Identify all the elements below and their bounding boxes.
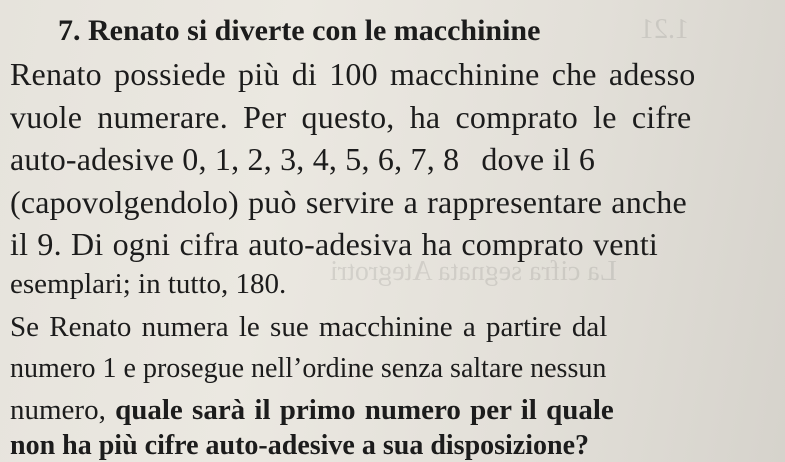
- show-through-text: 1.21: [640, 14, 689, 45]
- paragraph-1-line-6: esemplari; in tutto, 180.: [10, 268, 287, 300]
- digit-six-note: dove il 6: [481, 141, 596, 177]
- paragraph-2-line-1: Se Renato numera le sue macchinine a partire dal: [10, 311, 608, 343]
- question-bold-part-2: non ha più cifre auto-adesive a sua disposizione?: [10, 430, 590, 461]
- digit-list: auto-adesive 0, 1, 2, 3, 4, 5, 6, 7, 8: [10, 141, 460, 177]
- paragraph-1-line-1: Renato possiede più di 100 macchinine che adesso: [10, 56, 696, 92]
- paragraph-1-line-5: il 9. Di ogni cifra auto-adesiva ha comprato venti: [10, 226, 659, 262]
- problem-title: 7. Renato si diverte con le macchinine: [58, 14, 541, 47]
- show-through-text: La cifra segnata Ategrotri: [330, 256, 617, 287]
- paragraph-1-line-2: vuole numerare. Per questo, ha comprato le cifre: [10, 99, 692, 135]
- paragraph-1-line-3: [10, 143, 595, 175]
- paragraph-2-line-3: [10, 396, 614, 425]
- paragraph-2-line-2: numero 1 e prosegue nell’ordine senza saltare nessun: [10, 353, 607, 384]
- question-lead: numero,: [10, 394, 116, 426]
- paragraph-1-line-4: (capovolgendolo) può servire a rappresentare anche: [10, 184, 687, 220]
- question-bold-part-1: quale sarà il primo numero per il quale: [115, 394, 614, 426]
